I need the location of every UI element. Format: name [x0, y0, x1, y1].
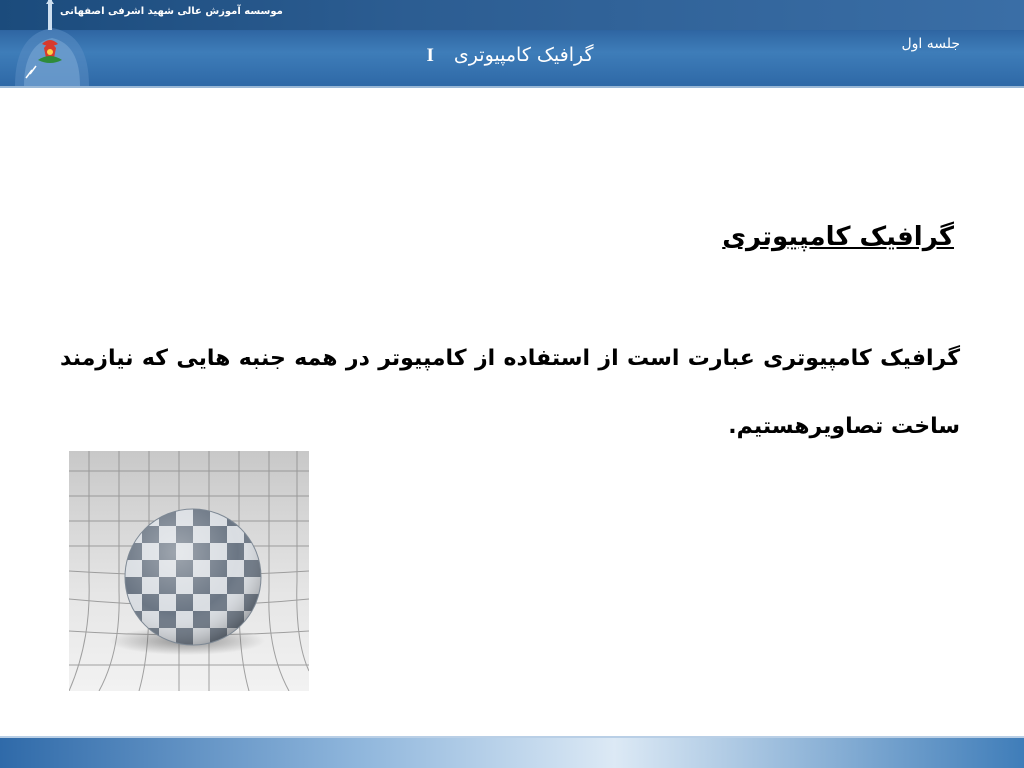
- slide-body-text: گرافیک کامپیوتری عبارت است از استفاده از کامپیوتر در همه جنبه هایی که نیازمند ساخت تصاویرهستیم.: [60, 346, 960, 439]
- deck-title-numeral: I: [426, 45, 434, 66]
- deck-title: [380, 44, 640, 67]
- header-divider: [0, 86, 1024, 88]
- deck-title-text: گرافیک کامپیوتری: [453, 44, 594, 66]
- checkered-sphere-image: [69, 451, 309, 691]
- slide-header-bar: [0, 0, 1024, 87]
- slide-heading: گرافیک کامپیوتری: [722, 222, 954, 252]
- session-label: جلسه اول: [901, 36, 960, 52]
- checkered-sphere-icon: [69, 451, 309, 691]
- institute-name: موسسه آموزش عالی شهید اشرفی اصفهانی: [60, 6, 283, 17]
- footer-divider: [0, 736, 1024, 738]
- slide-footer-bar: [0, 736, 1024, 768]
